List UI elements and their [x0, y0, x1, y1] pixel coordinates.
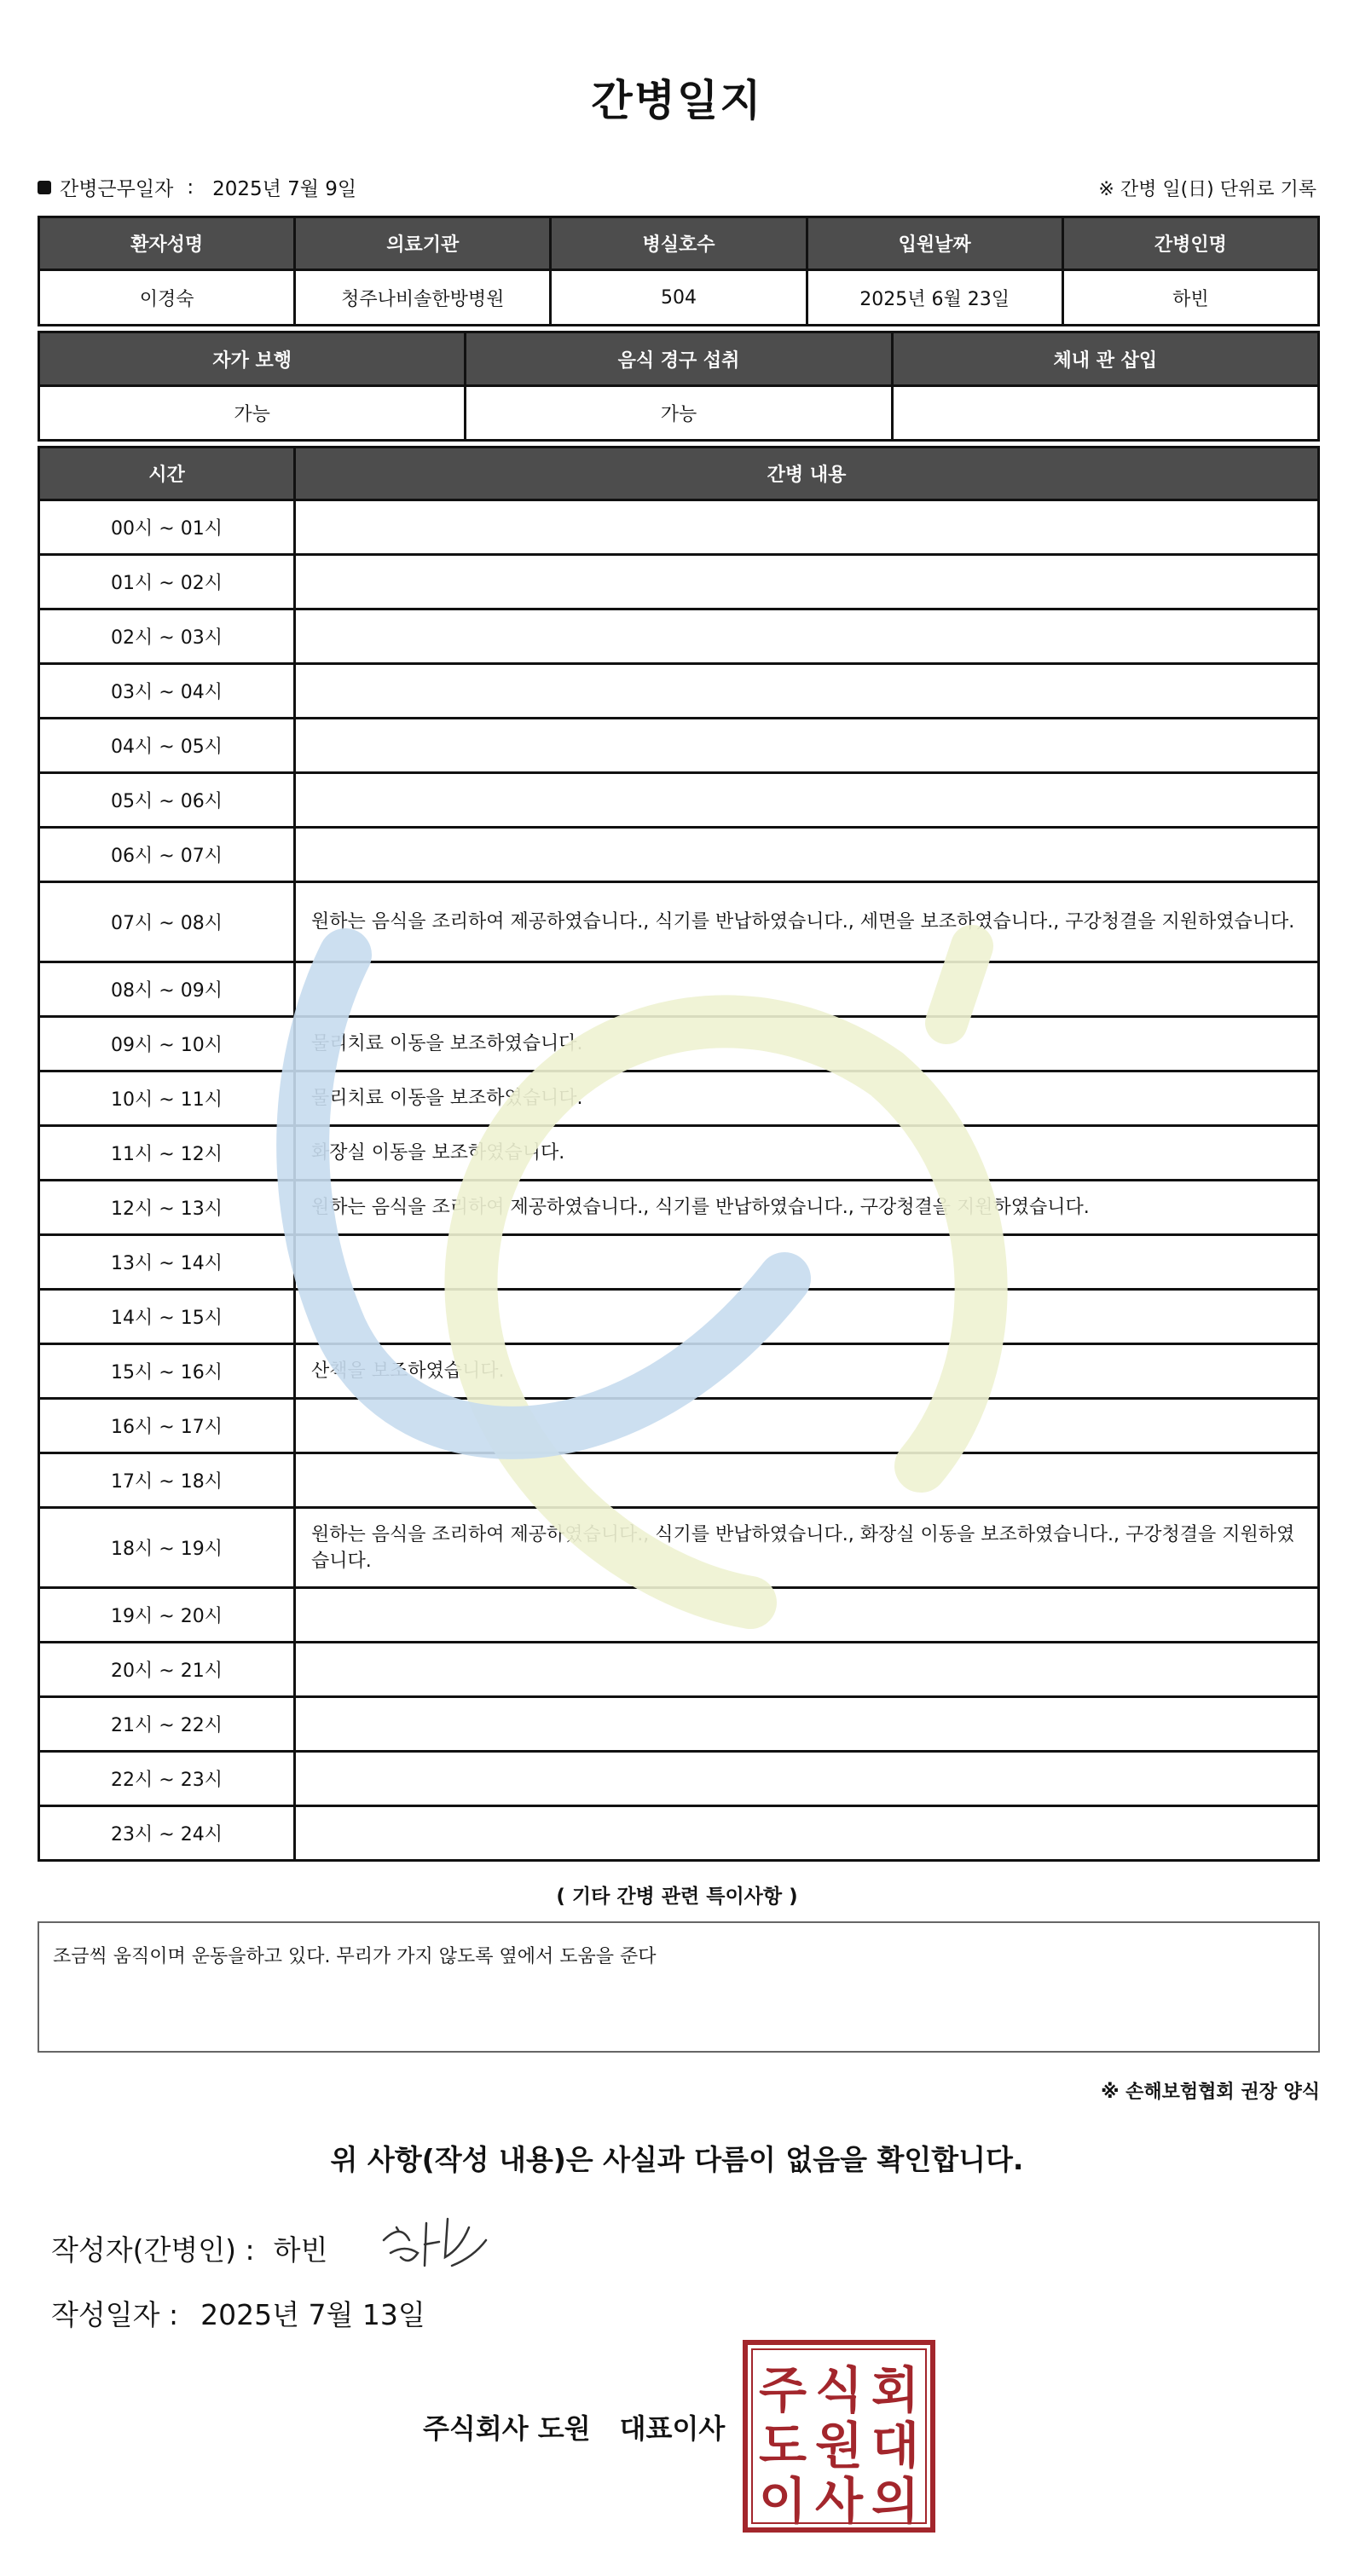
- work-date-label: 간병근무일자: [60, 178, 174, 200]
- svg-text:원: 원: [814, 2417, 864, 2475]
- header-hospital: 의료기관: [295, 217, 551, 270]
- log-content: [295, 962, 1319, 1017]
- log-time: 23시 ~ 24시: [39, 1806, 295, 1861]
- log-content: 화장실 이동을 보조하였습니다.: [295, 1126, 1319, 1181]
- company-seal: [742, 2339, 936, 2533]
- log-row: [39, 1017, 1319, 1071]
- header-self-walking: 자가 보행: [39, 332, 466, 386]
- log-row: [39, 828, 1319, 882]
- log-content: 원하는 음식을 조리하여 제공하였습니다., 식기를 반납하였습니다., 화장실 이동을 보조하였습니다., 구강청결을 지원하였습니다.: [295, 1508, 1319, 1588]
- work-date-value: 2025년 7월 9일: [212, 178, 357, 200]
- log-time: 01시 ~ 02시: [39, 555, 295, 609]
- log-time: 21시 ~ 22시: [39, 1697, 295, 1752]
- log-row: [39, 773, 1319, 828]
- written-date-row: [51, 2293, 425, 2333]
- log-content: 물리치료 이동을 보조하였습니다.: [295, 1071, 1319, 1126]
- admission-date: 2025년 6월 23일: [807, 270, 1062, 326]
- log-time: 05시 ~ 06시: [39, 773, 295, 828]
- log-content: [295, 1643, 1319, 1697]
- log-row: [39, 1290, 1319, 1344]
- log-row: [39, 1181, 1319, 1235]
- handwritten-signature: [367, 2206, 495, 2274]
- confirmation-statement: 위 사항(작성 내용)은 사실과 다름이 없음을 확인합니다.: [330, 2143, 1024, 2176]
- log-row: [39, 1235, 1319, 1290]
- log-row: [39, 1453, 1319, 1508]
- patient-name: 이경숙: [39, 270, 295, 326]
- room-number: 504: [551, 270, 807, 326]
- log-time: 14시 ~ 15시: [39, 1290, 295, 1344]
- header-time: 시간: [39, 448, 295, 500]
- svg-text:의: 의: [871, 2472, 920, 2530]
- log-time: 00시 ~ 01시: [39, 500, 295, 555]
- written-date-label: 작성일자 :: [51, 2298, 179, 2331]
- header-admission-date: 입원날짜: [807, 217, 1062, 270]
- log-time: 19시 ~ 20시: [39, 1588, 295, 1643]
- log-time: 04시 ~ 05시: [39, 719, 295, 773]
- log-time: 18시 ~ 19시: [39, 1508, 295, 1588]
- log-content: [295, 1290, 1319, 1344]
- extra-notes-text: 조금씩 움직이며 운동을하고 있다. 무리가 가지 않도록 옆에서 도움을 준다: [53, 1946, 657, 1967]
- log-content: 원하는 음식을 조리하여 제공하였습니다., 식기를 반납하였습니다., 구강청결을 지원하였습니다.: [295, 1181, 1319, 1235]
- hospital-name: 청주나비솔한방병원: [295, 270, 551, 326]
- company-name: 주식회사 도원: [423, 2412, 591, 2445]
- log-content: [295, 1752, 1319, 1806]
- log-content: 산책을 보조하였습니다.: [295, 1344, 1319, 1399]
- header-oral-intake: 음식 경구 섭취: [466, 332, 892, 386]
- log-time: 06시 ~ 07시: [39, 828, 295, 882]
- log-time: 11시 ~ 12시: [39, 1126, 295, 1181]
- log-row: [39, 555, 1319, 609]
- hourly-log-table: [38, 446, 1320, 1862]
- extra-notes-box: [38, 1921, 1320, 2053]
- document-title: 간병일지: [591, 76, 763, 125]
- log-time: 10시 ~ 11시: [39, 1071, 295, 1126]
- svg-text:도: 도: [758, 2417, 807, 2475]
- log-content: [295, 828, 1319, 882]
- log-content: 원하는 음식을 조리하여 제공하였습니다., 식기를 반납하였습니다., 세면을 보조하였습니다., 구강청결을 지원하였습니다.: [295, 882, 1319, 962]
- oral-intake-value: 가능: [466, 386, 892, 441]
- header-care-content: 간병 내용: [295, 448, 1319, 500]
- care-status-table: [38, 331, 1320, 442]
- self-walking-value: 가능: [39, 386, 466, 441]
- log-row: [39, 1344, 1319, 1399]
- writer-row: [51, 2228, 327, 2268]
- log-content: [295, 773, 1319, 828]
- extra-notes-title: ( 기타 간병 관련 특이사항 ): [556, 1886, 798, 1908]
- written-date-value: 2025년 7월 13일: [200, 2298, 425, 2331]
- log-time: 22시 ~ 23시: [39, 1752, 295, 1806]
- log-content: [295, 1453, 1319, 1508]
- writer-label: 작성자(간병인) :: [51, 2233, 255, 2267]
- svg-text:주: 주: [758, 2361, 807, 2419]
- log-row: [39, 1399, 1319, 1453]
- svg-text:사: 사: [814, 2472, 864, 2530]
- header-patient-name: 환자성명: [39, 217, 295, 270]
- log-content: [295, 719, 1319, 773]
- log-time: 12시 ~ 13시: [39, 1181, 295, 1235]
- log-time: 08시 ~ 09시: [39, 962, 295, 1017]
- recommended-form-note: ※ 손해보험협회 권장 양식: [1101, 2082, 1320, 2103]
- log-content: 물리치료 이동을 보조하였습니다.: [295, 1017, 1319, 1071]
- log-row: [39, 882, 1319, 962]
- patient-info-table: [38, 216, 1320, 326]
- log-time: 07시 ~ 08시: [39, 882, 295, 962]
- log-time: 20시 ~ 21시: [39, 1643, 295, 1697]
- svg-text:회: 회: [871, 2361, 920, 2419]
- log-content: [295, 500, 1319, 555]
- header-tube-insertion: 체내 관 삽입: [892, 332, 1318, 386]
- log-content: [295, 1235, 1319, 1290]
- log-row: [39, 719, 1319, 773]
- log-time: 16시 ~ 17시: [39, 1399, 295, 1453]
- record-unit-note: ※ 간병 일(日) 단위로 기록: [1098, 179, 1316, 200]
- log-row: [39, 1126, 1319, 1181]
- bullet-square-icon: [38, 181, 51, 194]
- svg-text:대: 대: [871, 2417, 920, 2475]
- log-row: [39, 1643, 1319, 1697]
- log-content: [295, 664, 1319, 719]
- caregiver-name: 하빈: [1062, 270, 1318, 326]
- log-row: [39, 664, 1319, 719]
- svg-text:이: 이: [758, 2472, 807, 2530]
- log-content: [295, 1697, 1319, 1752]
- svg-text:식: 식: [814, 2361, 864, 2419]
- company-row: [423, 2407, 725, 2446]
- representative-title: 대표이사: [619, 2412, 726, 2445]
- work-date-colon: :: [187, 176, 194, 199]
- log-row: [39, 1508, 1319, 1588]
- log-row: [39, 1752, 1319, 1806]
- log-time: 09시 ~ 10시: [39, 1017, 295, 1071]
- log-time: 03시 ~ 04시: [39, 664, 295, 719]
- log-content: [295, 555, 1319, 609]
- log-row: [39, 1071, 1319, 1126]
- log-time: 15시 ~ 16시: [39, 1344, 295, 1399]
- log-content: [295, 1806, 1319, 1861]
- header-room: 병실호수: [551, 217, 807, 270]
- log-row: [39, 1806, 1319, 1861]
- work-date-row: [38, 173, 356, 201]
- log-time: 17시 ~ 18시: [39, 1453, 295, 1508]
- log-time: 02시 ~ 03시: [39, 609, 295, 664]
- writer-name: 하빈: [273, 2233, 328, 2267]
- log-content: [295, 1399, 1319, 1453]
- log-content: [295, 609, 1319, 664]
- log-row: [39, 500, 1319, 555]
- log-time: 13시 ~ 14시: [39, 1235, 295, 1290]
- log-row: [39, 962, 1319, 1017]
- log-row: [39, 609, 1319, 664]
- log-content: [295, 1588, 1319, 1643]
- header-caregiver-name: 간병인명: [1062, 217, 1318, 270]
- log-row: [39, 1588, 1319, 1643]
- tube-insertion-value: [892, 386, 1318, 441]
- log-row: [39, 1697, 1319, 1752]
